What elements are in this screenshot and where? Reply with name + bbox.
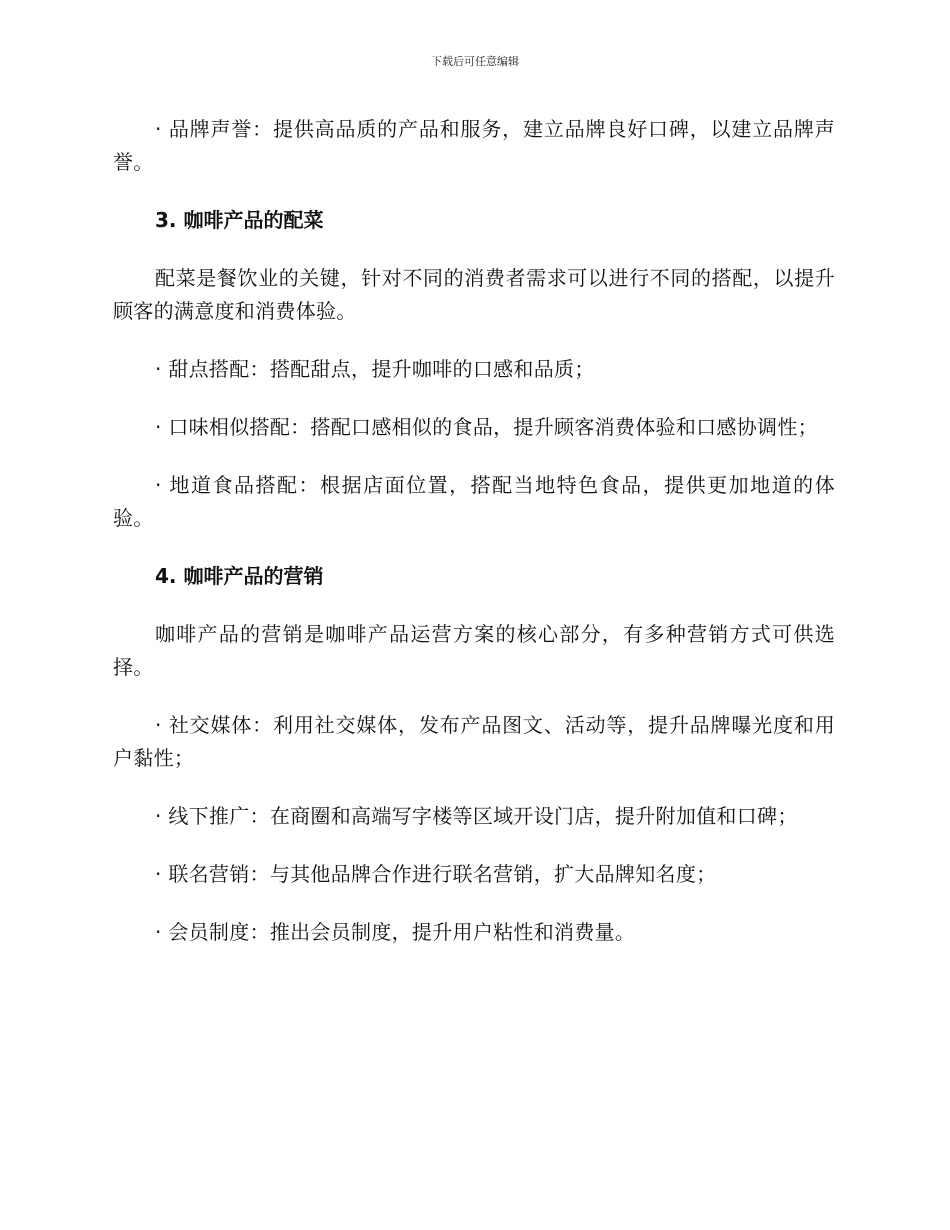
- page-content: [113, 113, 835, 974]
- bullet-brand-reputation: · 品牌声誉：提供高品质的产品和服务，建立品牌良好口碑，以建立品牌声誉。: [113, 117, 835, 174]
- bullet-social-media: · 社交媒体：利用社交媒体，发布产品图文、活动等，提升品牌曝光度和用户黏性；: [113, 713, 835, 770]
- section-heading-marketing: 4. 咖啡产品的营销: [155, 564, 324, 588]
- section-heading-pairing: 3. 咖啡产品的配菜: [155, 208, 324, 232]
- bullet-dessert-pairing: · 甜点搭配：搭配甜点，提升咖啡的口感和品质；: [155, 357, 595, 381]
- bullet-similar-taste-pairing: · 口味相似搭配：搭配口感相似的食品，提升顾客消费体验和口感协调性；: [155, 415, 818, 439]
- bullet-local-food-pairing: · 地道食品搭配：根据店面位置，搭配当地特色食品，提供更加地道的体验。: [113, 473, 835, 530]
- bullet-membership: · 会员制度：推出会员制度，提升用户粘性和消费量。: [155, 920, 636, 944]
- bullet-co-branding: · 联名营销：与其他品牌合作进行联名营销，扩大品牌知名度；: [155, 862, 717, 886]
- bullet-offline-promotion: · 线下推广：在商圈和高端写字楼等区域开设门店，提升附加值和口碑；: [155, 804, 798, 828]
- page-header: 下载后可任意编辑: [431, 55, 519, 68]
- paragraph-marketing-intro: 咖啡产品的营销是咖啡产品运营方案的核心部分，有多种营销方式可供选择。: [113, 622, 835, 679]
- paragraph-pairing-intro: 配菜是餐饮业的关键，针对不同的消费者需求可以进行不同的搭配，以提升顾客的满意度和消费体验。: [113, 266, 835, 323]
